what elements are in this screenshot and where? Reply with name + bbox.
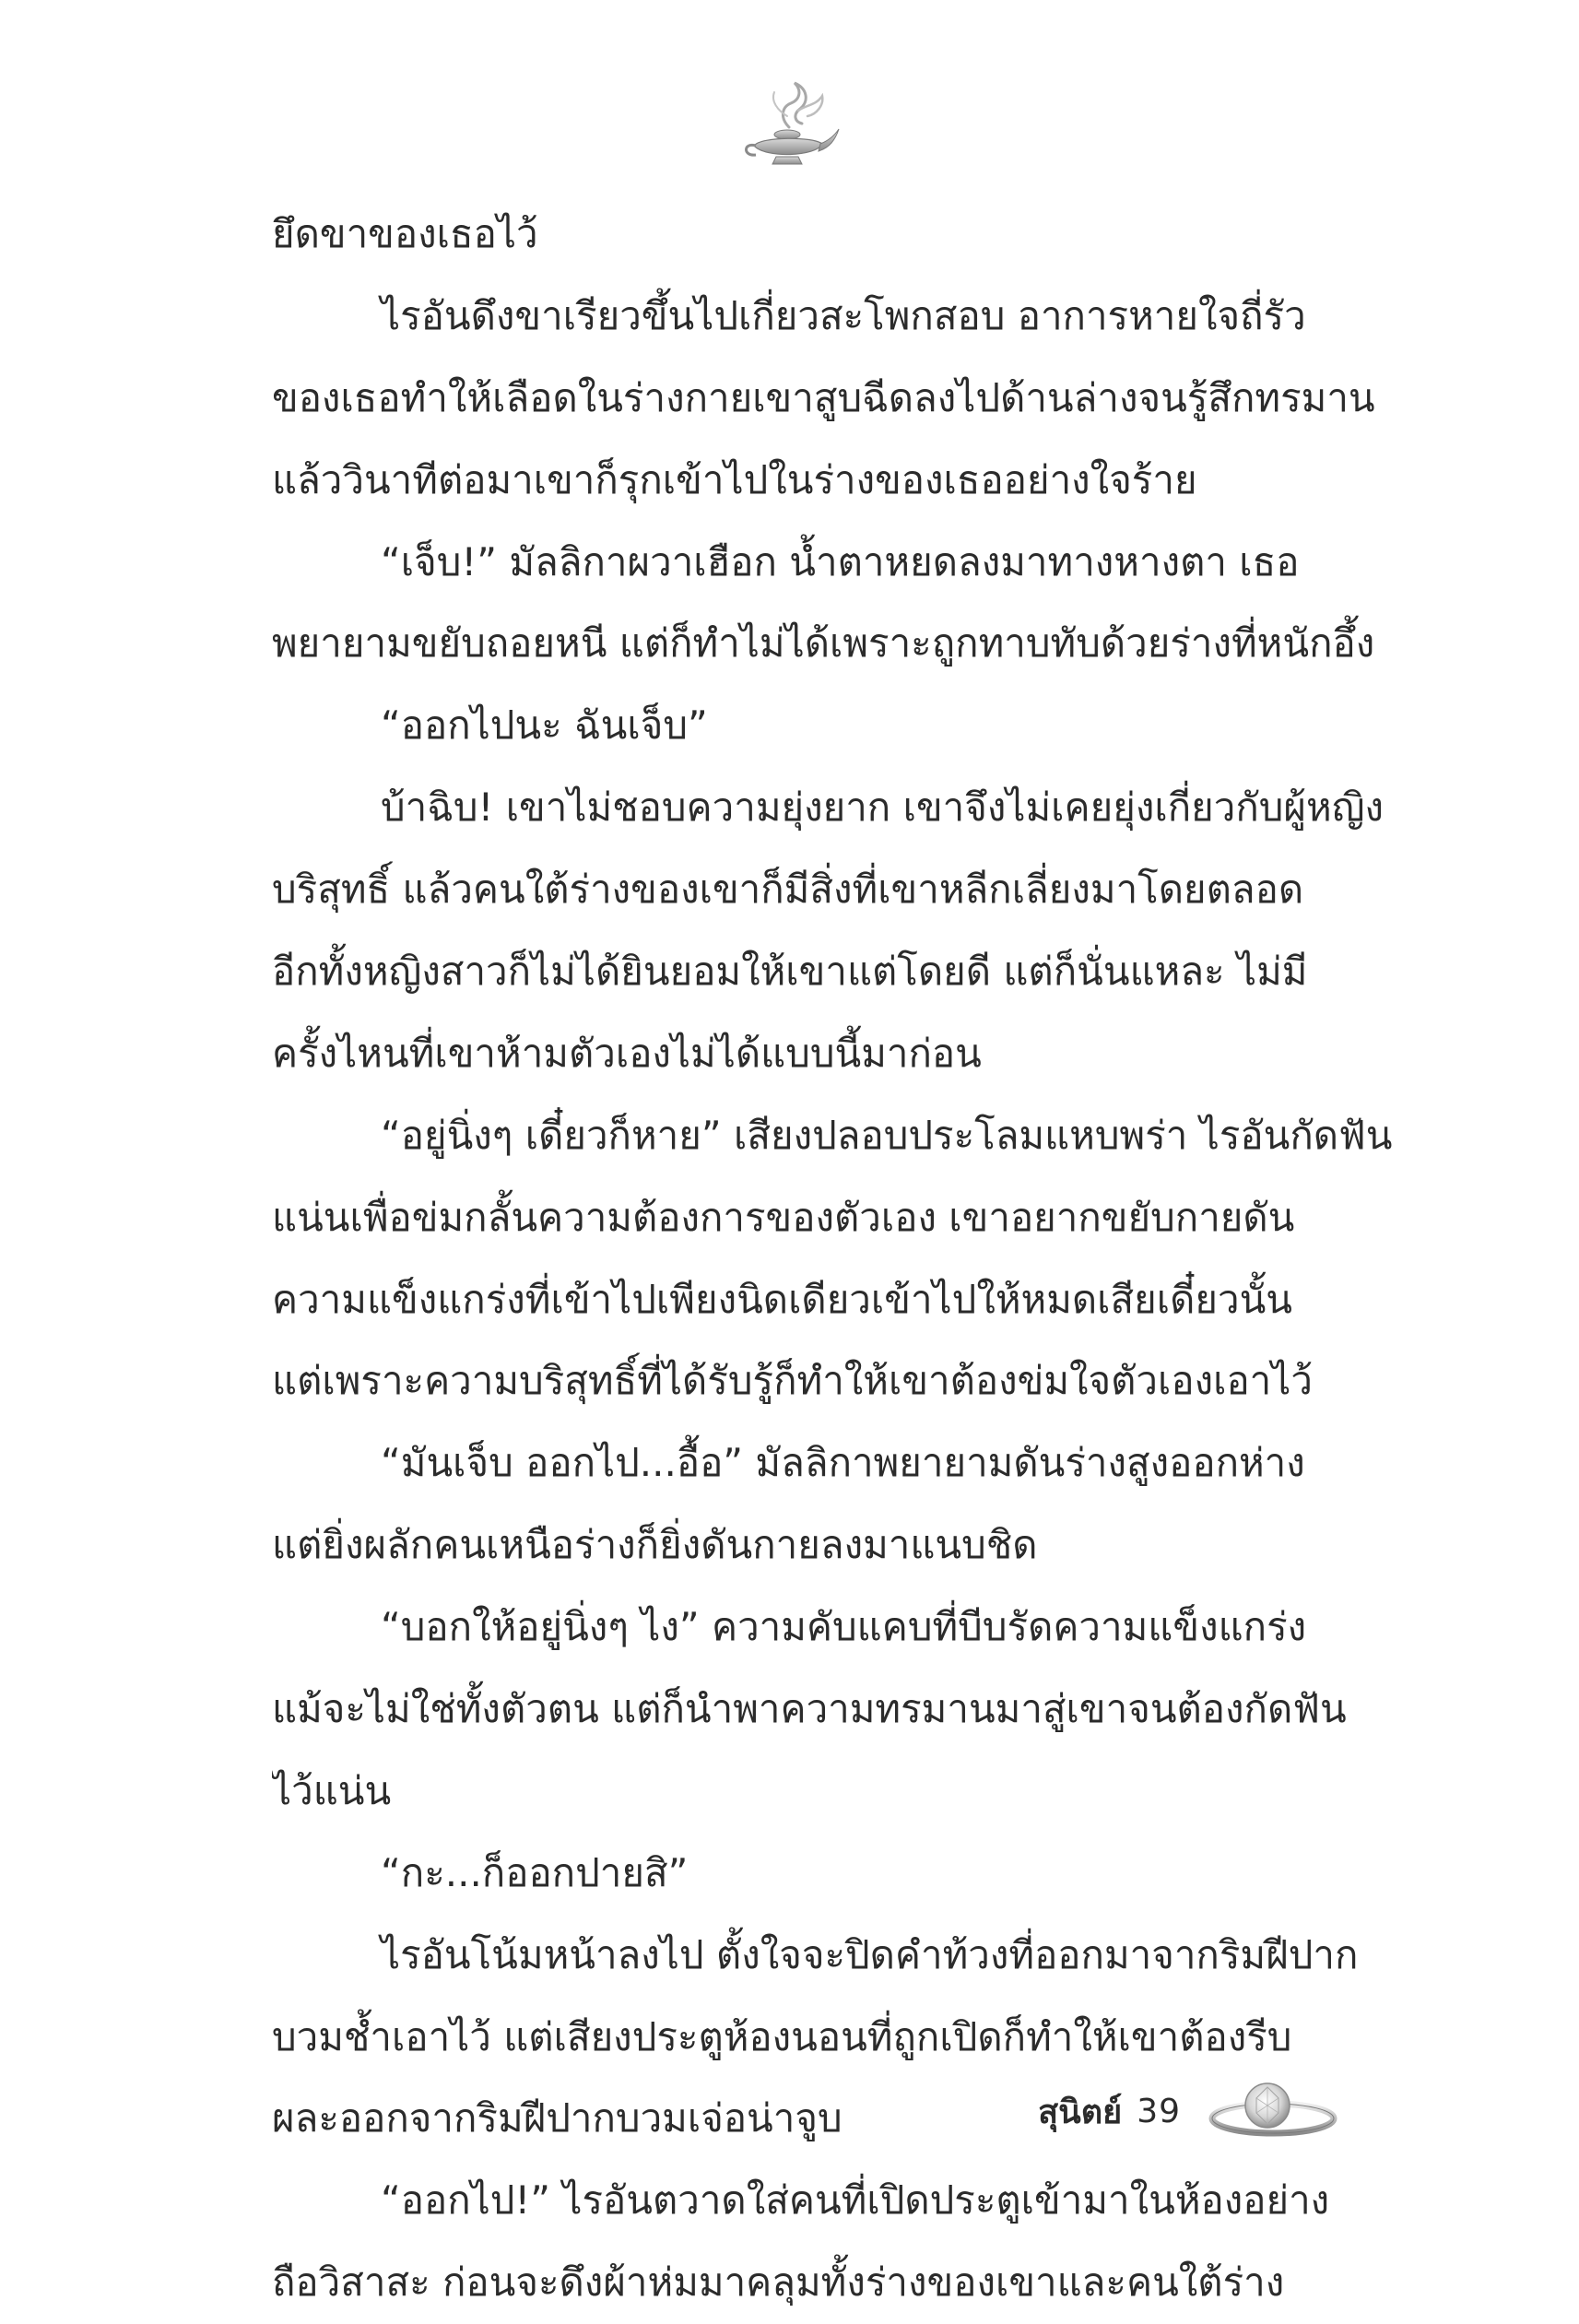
text-line: ยึดขาของเธอไว้: [272, 211, 538, 256]
text-line: “เจ็บ!” มัลลิกาผวาเฮือก น้ำตาหยดลงมาทางหางตา เธอ: [381, 538, 1300, 584]
text-line: ความแข็งแกร่งที่เข้าไปเพียงนิดเดียวเข้าไปให้หมดเสียเดี๋ยวนั้น: [272, 1276, 1293, 1322]
text-line: ไรอันดึงขาเรียวขึ้นไปเกี่ยวสะโพกสอบ อาการหายใจถี่รัว: [381, 292, 1306, 338]
text-line: บวมช้ำเอาไว้ แต่เสียงประตูห้องนอนที่ถูกเปิดก็ทำให้เขาต้องรีบ: [272, 2013, 1292, 2059]
text-line: “บอกให้อยู่นิ่งๆ ไง” ความคับแคบที่บีบรัดความแข็งแกร่ง: [381, 1604, 1307, 1650]
text-line: แต่ยิ่งผลักคนเหนือร่างก็ยิ่งดันกายลงมาแนบชิด: [272, 1522, 1038, 1568]
text-line: บริสุทธิ์ แล้วคนใต้ร่างของเขาก็มีสิ่งที่เขาหลีกเลี่ยงมาโดยตลอด: [272, 867, 1304, 913]
text-line: “ออกไป!” ไรอันตวาดใส่คนที่เปิดประตูเข้ามาในห้องอย่าง: [381, 2177, 1330, 2224]
diamond-ring-icon: [1201, 2074, 1339, 2148]
text-line: ของเธอทำให้เลือดในร่างกายเขาสูบฉีดลงไปด้านล่างจนรู้สึกทรมาน: [272, 374, 1375, 420]
text-line: “ออกไปนะ ฉันเจ็บ”: [381, 702, 708, 749]
text-line: แน่นเพื่อข่มกลั้นความต้องการของตัวเอง เขาอยากขยับกายดัน: [272, 1194, 1295, 1240]
text-line: “กะ...ก็ออกปายสิ”: [381, 1849, 689, 1895]
text-line: พยายามขยับถอยหนี แต่ก็ทำไม่ได้เพราะถูกทาบทับด้วยร่างที่หนักอึ้ง: [272, 620, 1375, 667]
text-line: “อยู่นิ่งๆ เดี๋ยวก็หาย” เสียงปลอบประโลมแหบพร่า ไรอันกัดฟัน: [381, 1112, 1393, 1158]
text-line: แม้จะไม่ใช่ทั้งตัวตน แต่ก็นำพาความทรมานมาสู่เขาจนต้องกัดฟัน: [272, 1686, 1347, 1732]
text-line: บ้าฉิบ! เขาไม่ชอบความยุ่งยาก เขาจึงไม่เคยยุ่งเกี่ยวกับผู้หญิง: [381, 784, 1385, 831]
author-name: สุนิตย์: [1038, 2093, 1123, 2131]
text-line: ผละออกจากริมฝีปากบวมเจ่อน่าจูบ: [272, 2095, 843, 2141]
text-line: แล้ววินาทีต่อมาเขาก็รุกเข้าไปในร่างของเธออย่างใจร้าย: [272, 456, 1197, 502]
text-line: “มันเจ็บ ออกไป...อื้อ” มัลลิกาพยายามดันร่างสูงออกห่าง: [381, 1440, 1305, 1486]
genie-lamp-icon: [734, 74, 844, 184]
text-line: แต่เพราะความบริสุทธิ์ที่ได้รับรู้ก็ทำให้เขาต้องข่มใจตัวเองเอาไว้: [272, 1358, 1313, 1404]
page-footer: [1038, 2074, 1339, 2148]
text-line: ถือวิสาสะ ก่อนจะดึงผ้าห่มมาคลุมทั้งร่างของเขาและคนใต้ร่าง: [272, 2259, 1285, 2306]
body-text: [272, 194, 1410, 2324]
page-number: 39: [1137, 2092, 1181, 2130]
text-line: ครั้งไหนที่เขาห้ามตัวเองไม่ได้แบบนี้มาก่อน: [272, 1030, 982, 1076]
text-line: ไว้แน่น: [272, 1767, 392, 1813]
text-line: ไรอันโน้มหน้าลงไป ตั้งใจจะปิดคำท้วงที่ออกมาจากริมฝีปาก: [381, 1931, 1359, 1977]
text-line: อีกทั้งหญิงสาวก็ไม่ได้ยินยอมให้เขาแต่โดยดี แต่ก็นั่นแหละ ไม่มี: [272, 949, 1308, 995]
